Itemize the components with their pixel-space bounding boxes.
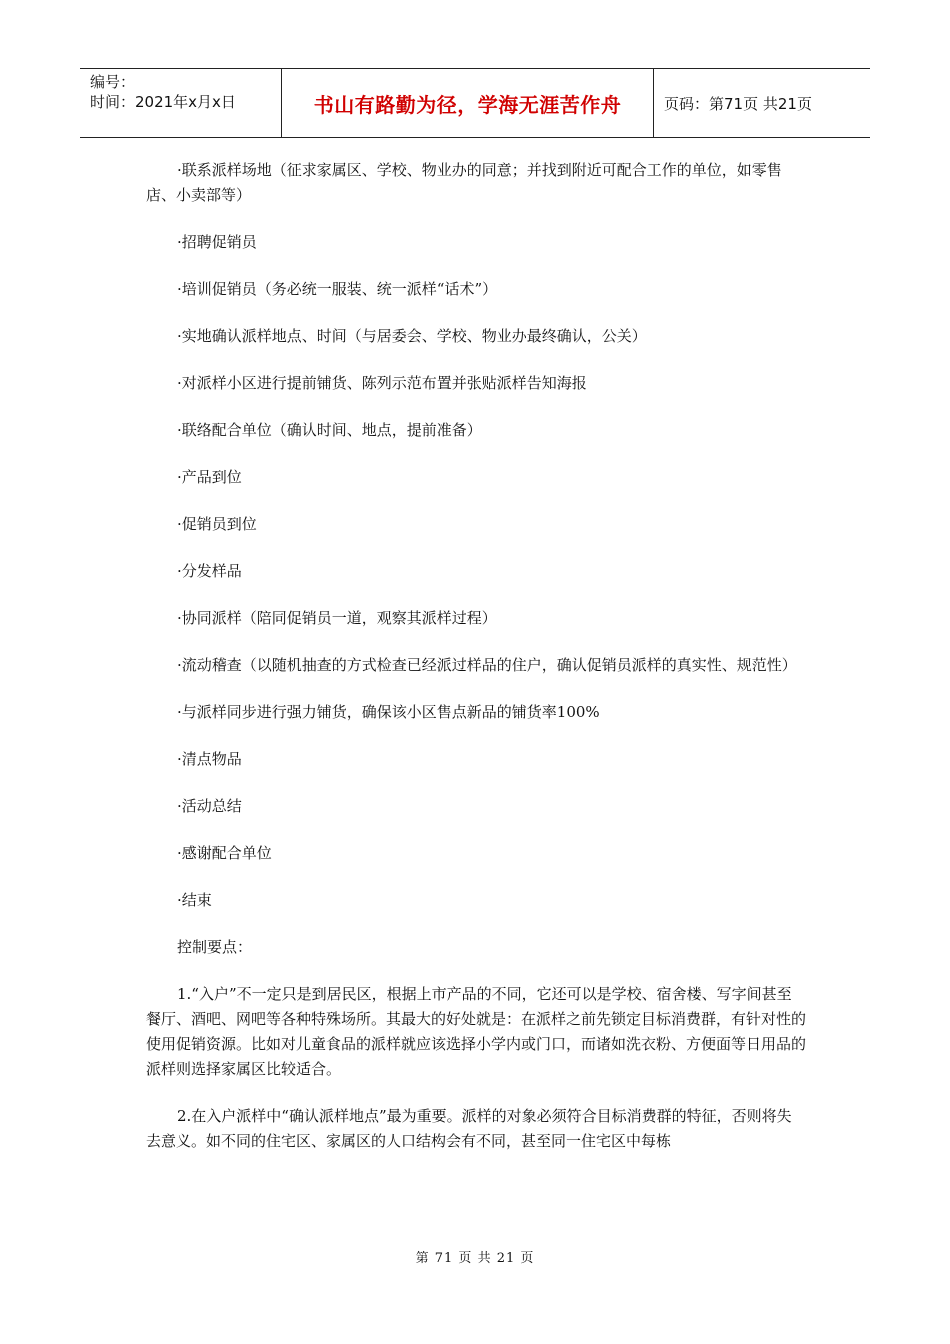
- body-paragraph: ·活动总结: [177, 797, 242, 815]
- header-meta-cell: [80, 69, 282, 137]
- body-paragraph: ·协同派样（陪同促销员一道，观察其派样过程）: [177, 609, 497, 627]
- body-paragraph: ·招聘促销员: [177, 233, 257, 251]
- body-paragraph: ·培训促销员（务必统一服装、统一派样“话术”）: [177, 280, 498, 298]
- document-header: [80, 68, 870, 138]
- section-heading: 控制要点：: [177, 938, 253, 956]
- body-paragraph: ·流动稽查（以随机抽查的方式检查已经派过样品的住户，确认促销员派样的真实性、规范性）: [177, 656, 797, 674]
- header-page-code: 页码：第71页 共21页: [664, 94, 812, 113]
- body-paragraph: 1.“入户”不一定只是到居民区，根据上市产品的不同，它还可以是学校、宿舍楼、写字间甚至餐厅、酒吧、网吧等各种特殊场所。其最大的好处就是：在派样之前先锁定目标消费群，有针对性的使用促销资源。比如对儿童食品的派样就应该选择小学内或门口，而诸如洗衣粉、方便面等日用品的派样则选择家属区比较适合。: [146, 985, 807, 1078]
- body-paragraph: ·联系派样场地（征求家属区、学校、物业办的同意；并找到附近可配合工作的单位，如零售店、小卖部等）: [146, 161, 782, 204]
- body-paragraph: ·清点物品: [177, 750, 242, 768]
- body-paragraph: ·联络配合单位（确认时间、地点，提前准备）: [177, 421, 482, 439]
- body-paragraph: ·实地确认派样地点、时间（与居委会、学校、物业办最终确认，公关）: [177, 327, 647, 345]
- body-paragraph: ·对派样小区进行提前铺货、陈列示范布置并张贴派样告知海报: [177, 374, 587, 392]
- body-paragraph: ·感谢配合单位: [177, 844, 272, 862]
- document-number-label: 编号：: [90, 73, 136, 91]
- header-motto-cell: [282, 69, 654, 137]
- body-paragraph: ·促销员到位: [177, 515, 257, 533]
- header-motto: 书山有路勤为径，学海无涯苦作舟: [313, 92, 622, 117]
- body-paragraph: ·分发样品: [177, 562, 242, 580]
- body-paragraph: ·产品到位: [177, 468, 242, 486]
- header-page-cell: [654, 69, 870, 137]
- document-body: [146, 158, 806, 1176]
- body-paragraph: 2.在入户派样中“确认派样地点”最为重要。派样的对象必须符合目标消费群的特征，否则将失去意义。如不同的住宅区、家属区的人口结构会有不同，甚至同一住宅区中每栋: [146, 1107, 792, 1150]
- page-footer: 第 71 页 共 21 页: [415, 1251, 535, 1266]
- document-date-label: 时间：2021年x月x日: [90, 93, 236, 111]
- body-paragraph: ·结束: [177, 891, 212, 909]
- body-paragraph: ·与派样同步进行强力铺货，确保该小区售点新品的铺货率100%: [177, 703, 600, 721]
